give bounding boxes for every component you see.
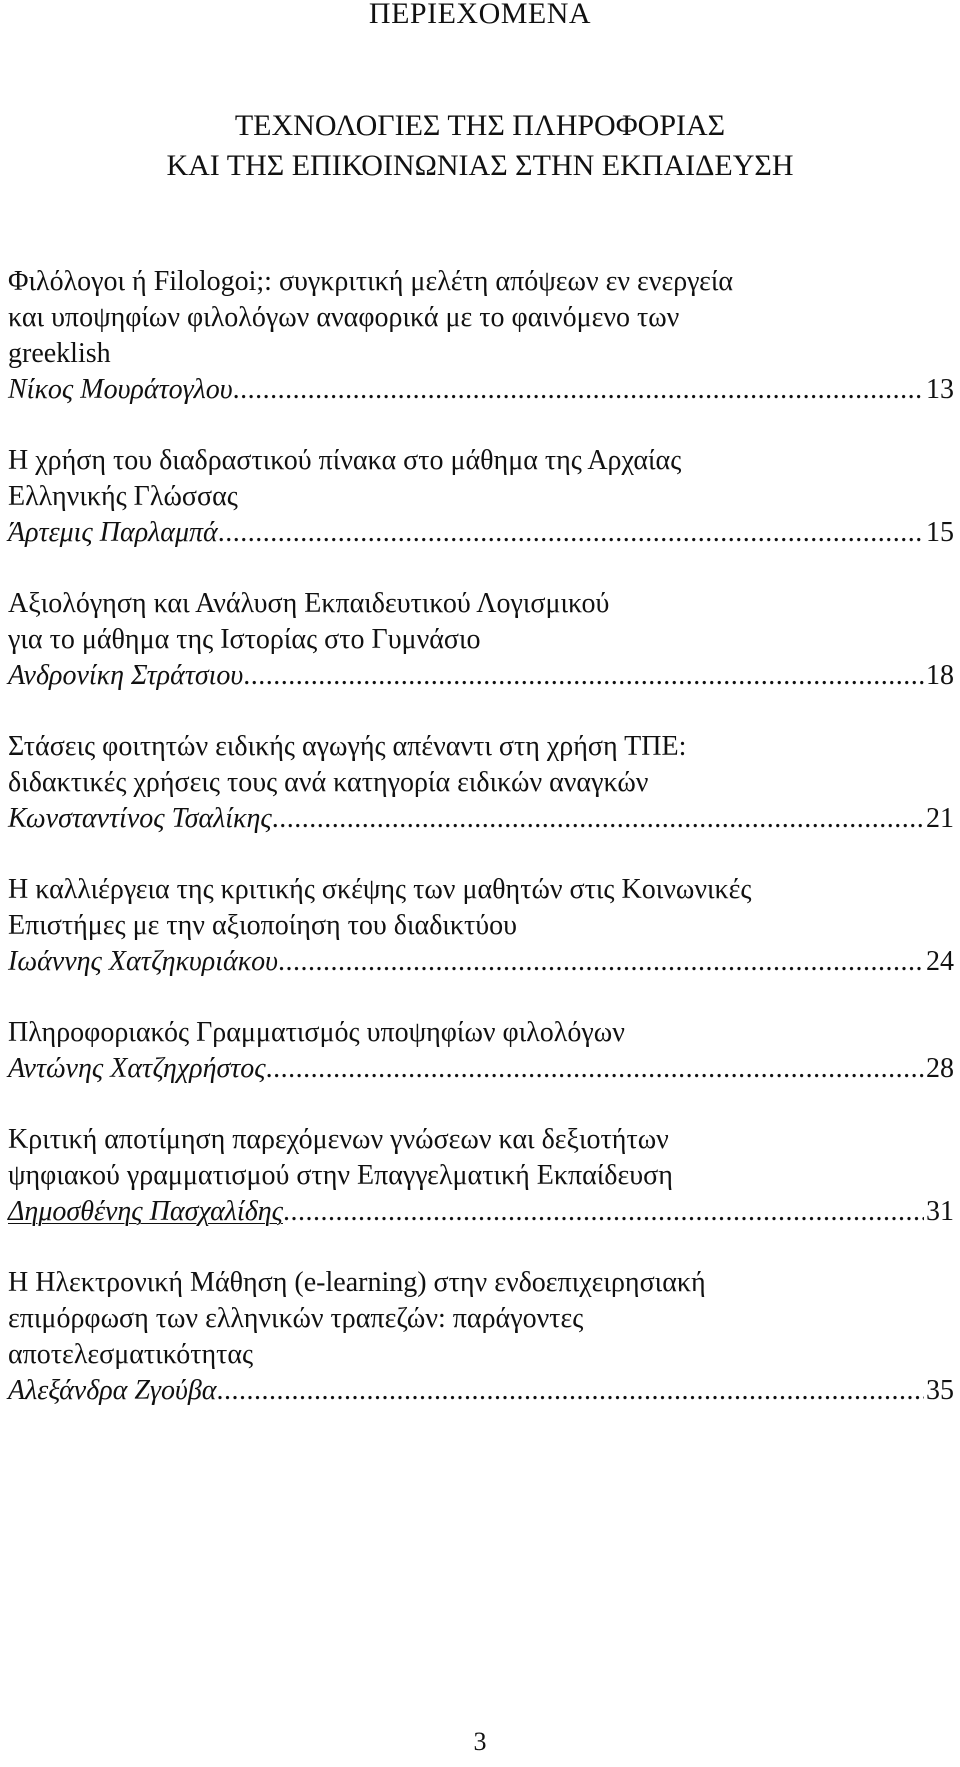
toc-entry-title-line: Φιλόλογοι ή Filologoi;: συγκριτική μελέτη απόψεων εν ενεργεία bbox=[8, 266, 734, 297]
toc-entry-title-line: Η χρήση του διαδραστικού πίνακα στο μάθημα της Αρχαίας bbox=[8, 445, 682, 476]
toc-entry-title-line: Επιστήμες με την αξιοποίηση του διαδικτύου bbox=[8, 910, 518, 941]
toc-entry-author-row bbox=[8, 372, 954, 408]
toc-entry-title-line: Αξιολόγηση και Ανάλυση Εκπαιδευτικού Λογισμικού bbox=[8, 588, 610, 619]
dot-leader bbox=[216, 1373, 924, 1409]
toc-entry-title-line: διδακτικές χρήσεις τους ανά κατηγορία ειδικών αναγκών bbox=[8, 767, 649, 798]
toc-entry-title-line: Στάσεις φοιτητών ειδικής αγωγής απέναντι στη χρήση ΤΠΕ: bbox=[8, 731, 687, 762]
dot-leader bbox=[272, 801, 924, 837]
section-title-line: ΤΕΧΝΟΛΟΓΙΕΣ ΤΗΣ ΠΛΗΡΟΦΟΡΙΑΣ bbox=[234, 109, 726, 142]
section-title bbox=[0, 106, 960, 186]
toc-entry-title-line: ψηφιακού γραμματισμού στην Επαγγελματική Εκπαίδευση bbox=[8, 1160, 673, 1191]
toc-entry-author: Κωνσταντίνος Τσαλίκης bbox=[8, 803, 272, 834]
toc-entry[interactable] bbox=[8, 729, 954, 837]
toc-entry-author-row bbox=[8, 1051, 954, 1087]
page-number: 3 bbox=[473, 1727, 487, 1756]
toc-entry-page-number: 15 bbox=[926, 517, 954, 548]
toc-entry[interactable] bbox=[8, 1265, 954, 1409]
toc-entry-author: Δημοσθένης Πασχαλίδης bbox=[8, 1196, 283, 1227]
toc-entry[interactable] bbox=[8, 872, 954, 980]
toc-entry-author: Αντώνης Χατζηχρήστος bbox=[8, 1053, 266, 1084]
dot-leader bbox=[243, 658, 924, 694]
toc-entry-page-number: 21 bbox=[926, 803, 954, 834]
toc-entry-author-row bbox=[8, 801, 954, 837]
toc-entry-page-number: 31 bbox=[926, 1196, 954, 1227]
toc-entry-page-number: 35 bbox=[926, 1375, 954, 1406]
toc-entry-page-number: 24 bbox=[926, 946, 954, 977]
dot-leader bbox=[278, 944, 924, 980]
toc-entry-author-row bbox=[8, 1194, 954, 1230]
toc-entry-title-line: Ελληνικής Γλώσσας bbox=[8, 481, 238, 512]
toc-entry-title-line: Η Ηλεκτρονική Μάθηση (e-learning) στην ενδοεπιχειρησιακή bbox=[8, 1267, 706, 1298]
toc-entry-page-number: 18 bbox=[926, 660, 954, 691]
dot-leader bbox=[233, 372, 924, 408]
toc-entry-author-row bbox=[8, 944, 954, 980]
toc-entry-author: Ανδρονίκη Στράτσιου bbox=[8, 660, 244, 691]
toc-entry[interactable] bbox=[8, 443, 954, 551]
toc-entry-author: Νίκος Μουράτογλου bbox=[8, 374, 233, 405]
toc-entry-page-number: 13 bbox=[926, 374, 954, 405]
dot-leader bbox=[266, 1051, 924, 1087]
toc-entry-author: Άρτεμις Παρλαμπά bbox=[8, 517, 218, 548]
dot-leader bbox=[283, 1194, 924, 1230]
page-heading: ΠΕΡΙΕΧΟΜΕΝΑ bbox=[368, 0, 592, 30]
toc-entry[interactable] bbox=[8, 1015, 954, 1087]
toc-entry[interactable] bbox=[8, 586, 954, 694]
toc-entry-title-line: Κριτική αποτίμηση παρεχόμενων γνώσεων και δεξιοτήτων bbox=[8, 1124, 669, 1155]
toc-entry-author-row bbox=[8, 515, 954, 551]
toc-entry-title-line: αποτελεσματικότητας bbox=[8, 1339, 254, 1370]
toc-entry-title-line: Η καλλιέργεια της κριτικής σκέψης των μαθητών στις Κοινωνικές bbox=[8, 874, 752, 905]
toc-entry-author-row bbox=[8, 658, 954, 694]
dot-leader bbox=[218, 515, 924, 551]
toc-entry-title-line: για το μάθημα της Ιστορίας στο Γυμνάσιο bbox=[8, 624, 481, 655]
toc-entry[interactable] bbox=[8, 1122, 954, 1230]
section-title-line: ΚΑΙ ΤΗΣ ΕΠΙΚΟΙΝΩΝΙΑΣ ΣΤΗΝ ΕΚΠΑΙΔΕΥΣΗ bbox=[166, 149, 794, 182]
toc-entry-title-line: επιμόρφωση των ελληνικών τραπεζών: παράγοντες bbox=[8, 1303, 584, 1334]
toc-entry-author: Ιωάννης Χατζηκυριάκου bbox=[8, 946, 278, 977]
toc-entry-author-row bbox=[8, 1373, 954, 1409]
toc-entry[interactable] bbox=[8, 264, 954, 408]
table-of-contents bbox=[8, 264, 954, 1444]
toc-entry-title-line: Πληροφοριακός Γραμματισμός υποψηφίων φιλολόγων bbox=[8, 1017, 625, 1048]
toc-entry-page-number: 28 bbox=[926, 1053, 954, 1084]
toc-entry-title-line: greeklish bbox=[8, 338, 111, 369]
toc-entry-title-line: και υποψηφίων φιλολόγων αναφορικά με το φαινόμενο των bbox=[8, 302, 680, 333]
toc-entry-author: Αλεξάνδρα Ζγούβα bbox=[8, 1375, 217, 1406]
